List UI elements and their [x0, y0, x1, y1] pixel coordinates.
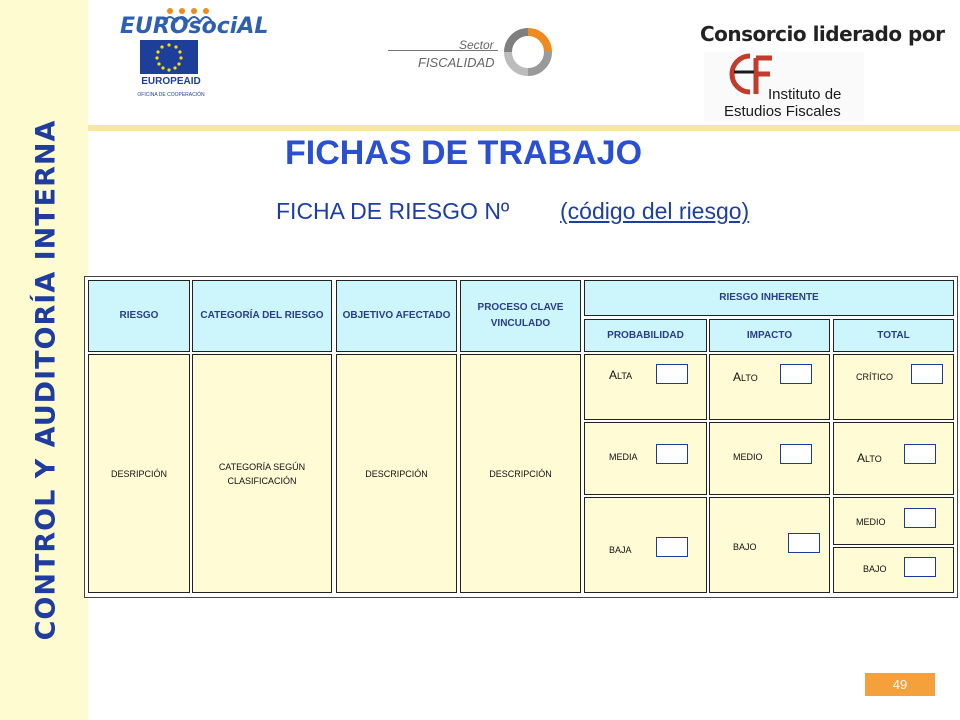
body-categoria: CATEGORÍA SEGÚN CLASIFICACIÓN [192, 354, 332, 593]
header-impacto: IMPACTO [709, 319, 830, 352]
sector-wordmark: Sector [459, 38, 494, 52]
impacto-label-bajo: BAJO [733, 542, 757, 552]
risk-table [84, 276, 958, 598]
ring-icon [504, 28, 552, 76]
header-categoria: CATEGORÍA DEL RIESGO [192, 280, 332, 352]
prob-cell-alta [584, 354, 707, 420]
prob-cell-baja [584, 497, 707, 593]
header-riesgo-inherente: RIESGO INHERENTE [584, 280, 954, 316]
impacto-value-bajo[interactable] [788, 533, 820, 553]
prob-cell-media [584, 422, 707, 495]
fiscalidad-wordmark: FISCALIDAD [418, 55, 495, 70]
header-probabilidad: PROBABILIDAD [584, 319, 707, 352]
eu-flag-icon [140, 40, 198, 74]
europeaid-wordmark: EUROPEAID [141, 76, 201, 87]
impacto-label-medio: MEDIO [733, 452, 763, 462]
impacto-label-alto: ALTO [733, 370, 758, 384]
total-label-bajo: BAJO [863, 564, 887, 574]
impacto-value-medio[interactable] [780, 444, 812, 464]
ficha-subtitle: FICHA DE RIESGO Nº [276, 198, 510, 224]
header-divider [88, 125, 960, 131]
sidebar-vertical-title: CONTROL Y AUDITORÍA INTERNA [30, 119, 62, 641]
sidebar [0, 0, 88, 720]
ief-line-1: Instituto de [768, 86, 842, 103]
total-value-critico[interactable] [911, 364, 943, 384]
prob-label-alta: ALTA [609, 368, 633, 382]
header-total: TOTAL [833, 319, 954, 352]
total-value-bajo[interactable] [904, 557, 936, 577]
codigo-riesgo-link: (código del riesgo) [560, 198, 750, 224]
body-riesgo-descripcion: DESRIPCIÓN [88, 354, 190, 593]
total-label-alto: ALTO [857, 451, 882, 465]
ief-line-2: Estudios Fiscales [724, 103, 841, 120]
impacto-value-alto[interactable] [780, 364, 812, 384]
total-label-critico: CRÍTICO [856, 372, 893, 382]
consorcio-text: Consorcio liderado por [700, 22, 945, 46]
prob-value-media[interactable] [656, 444, 688, 464]
prob-label-media: MEDIA [609, 452, 638, 462]
header-proceso: PROCESO CLAVE VINCULADO [460, 280, 581, 352]
prob-value-baja[interactable] [656, 537, 688, 557]
header-objetivo: OBJETIVO AFECTADO [336, 280, 457, 352]
eurosocial-wordmark: EUROsociAL [120, 14, 269, 39]
body-proceso: DESCRIPCIÓN [460, 354, 581, 593]
body-objetivo: DESCRIPCIÓN [336, 354, 457, 593]
page-title: FICHAS DE TRABAJO [285, 134, 643, 172]
total-value-medio[interactable] [904, 508, 936, 528]
oficina-cooperacion-text: OFICINA DE COOPERACIÓN [137, 92, 205, 98]
page-number-badge: 49 [865, 673, 935, 696]
header-riesgo: RIESGO [88, 280, 190, 352]
prob-label-baja: BAJA [609, 545, 632, 555]
prob-value-alta[interactable] [656, 364, 688, 384]
total-value-alto[interactable] [904, 444, 936, 464]
total-label-medio: MEDIO [856, 517, 886, 527]
